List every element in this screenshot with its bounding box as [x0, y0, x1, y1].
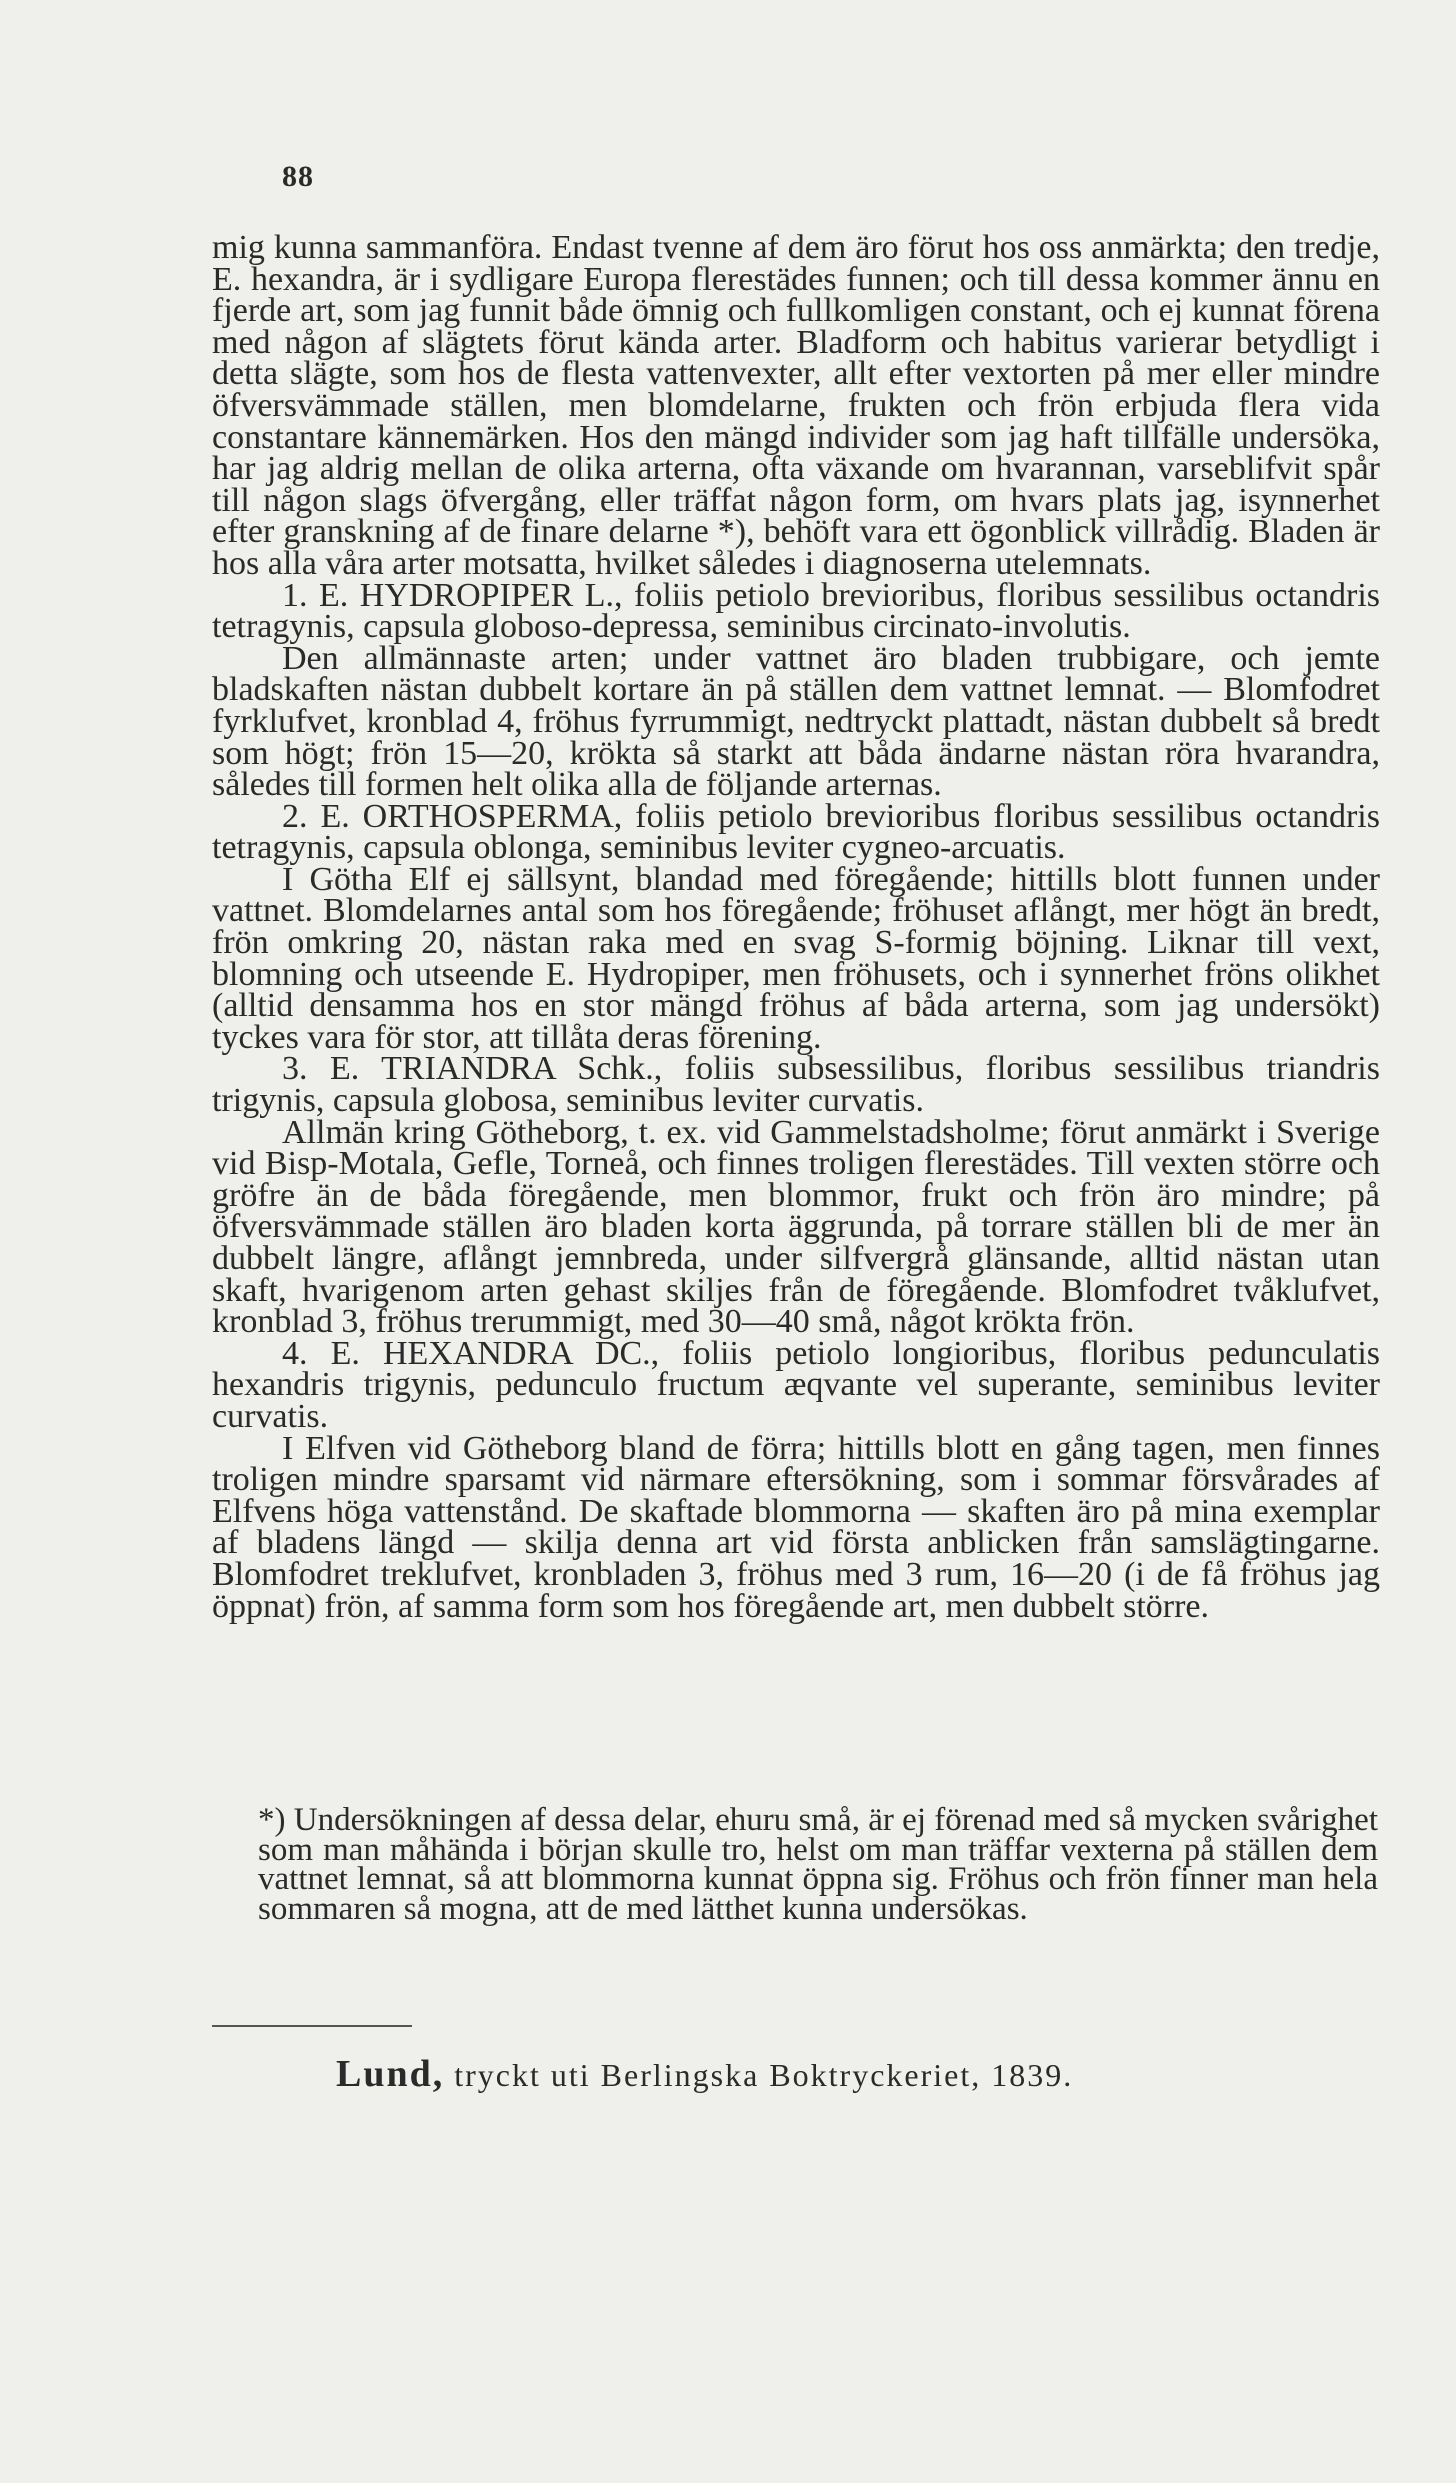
species-4-diagnosis: 4. E. HEXANDRA DC., foliis petiolo longioribus, floribus pedunculatis hexandris trigynis, pedunculo fructum æqvante vel superante, seminibus leviter curvatis. — [212, 1334, 1380, 1435]
species-3-description: Allmän kring Götheborg, t. ex. vid Gammelstadsholme; förut anmärkt i Sverige vid Bisp-Motala, Gefle, Torneå, och finnes troligen flerestädes. Till vexten större och gröfre än de båda föregående, men blommor, frukt och frön äro mindre; på öfversvämmade ställen äro bladen korta äggrunda, på torrare ställen bli de mer än dubbelt längre, aflångt jemnbreda, under silfvergrå glänsande, alltid nästan utan skaft, hvarigenom arten gehast skiljes från de föregående. Blomfodret tvåklufvet, kronblad 3, fröhus trerummigt, med 30—40 små, något krökta frön. — [212, 1113, 1380, 1341]
species-1-diagnosis: 1. E. HYDROPIPER L., foliis petiolo brevioribus, floribus sessilibus octandris tetragynis, capsula globoso-depressa, seminibus circinato-involutis. — [212, 576, 1380, 646]
intro-paragraph: mig kunna sammanföra. Endast tvenne af dem äro förut hos oss anmärkta; den tredje, E. hexandra, är i sydligare Europa flerestädes funnen; och till dessa kommer ännu en fjerde art, som jag funnit både ömnig och fullkomligen constant, och ej kunnat förena med någon af slägtets förut kända arter. Bladform och habitus varierar betydligt i detta slägte, som hos de flesta vattenvexter, allt efter vextorten på mer eller mindre öfversvämmade ställen, men blomdelarne, frukten och frön erbjuda flera vida constantare kännemärken. Hos den mängd individer som jag haft tillfälle undersöka, har jag aldrig mellan de olika arterna, ofta växande om hvarannan, varseblifvit spår till någon slags öfvergång, eller träffat någon form, om hvars plats jag, isynnerhet efter granskning af de finare delarne *), behöft vara ett ögonblick villrådig. Bladen är hos alla våra arter motsatta, hvilket således i diagnoserna utelemnats. — [212, 229, 1380, 582]
printer-imprint — [336, 2052, 1073, 2096]
species-2-diagnosis: 2. E. ORTHOSPERMA, foliis petiolo brevioribus floribus sessilibus octandris tetragynis, capsula oblonga, seminibus leviter cygneo-arcuatis. — [212, 797, 1380, 867]
imprint-text: tryckt uti Berlingska Boktryckeriet, 1839. — [454, 2057, 1074, 2093]
species-2-description: I Götha Elf ej sällsynt, blandad med föregående; hittills blott funnen under vattnet. Blomdelarnes antal som hos föregående; fröhuset aflångt, mer högt än bredt, frön omkring 20, nästan raka med en svag S-formig böjning. Liknar till vext, blomning och utseende E. Hydropiper, men fröhusets, och i synnerhet fröns olikhet (alltid densamma hos en stor mängd fröhus af båda arterna, som jag undersökt) tyckes vara för stor, att tillåta deras förening. — [212, 860, 1380, 1056]
species-1-description: Den allmännaste arten; under vattnet äro bladen trubbigare, och jemte bladskaften nästan dubbelt kortare än på ställen dem vattnet lemnat. — Blomfodret fyrklufvet, kronblad 4, fröhus fyrrummigt, nedtryckt plattadt, nästan dubbelt så bredt som högt; frön 15—20, krökta så starkt att båda ändarne nästan röra hvarandra, således till formen helt olika alla de följande arternas. — [212, 639, 1380, 804]
imprint-city: Lund, — [336, 2053, 445, 2095]
page-number: 88 — [282, 160, 314, 193]
species-4-description: I Elfven vid Götheborg bland de förra; hittills blott en gång tagen, men finnes troligen mindre sparsamt vid närmare eftersökning, som i sommar försvårades af Elfvens höga vattenstånd. De skaftade blommorna — skaften äro på mina exemplar af bladens längd — skilja denna art vid första anblicken från samslägtingarne. Blomfodret treklufvet, kronbladen 3, fröhus med 3 rum, 16—20 (i de få fröhus jag öppnat) frön, af samma form som hos föregående art, men dubbelt större. — [212, 1429, 1380, 1625]
main-text — [212, 229, 1380, 1625]
footnote-divider — [212, 2025, 412, 2027]
species-3-diagnosis: 3. E. TRIANDRA Schk., foliis subsessilibus, floribus sessilibus triandris trigynis, capsula globosa, seminibus leviter curvatis. — [212, 1050, 1380, 1120]
footnote: *) Undersökningen af dessa delar, ehuru små, är ej förenad med så mycken svårighet som man måhända i början skulle tro, helst om man träffar vexterna på ställen dem vattnet lemnat, så att blommorna kunnat öppna sig. Fröhus och frön finner man hela sommaren så mogna, att de med lätthet kunna undersökas. — [258, 1802, 1378, 1927]
